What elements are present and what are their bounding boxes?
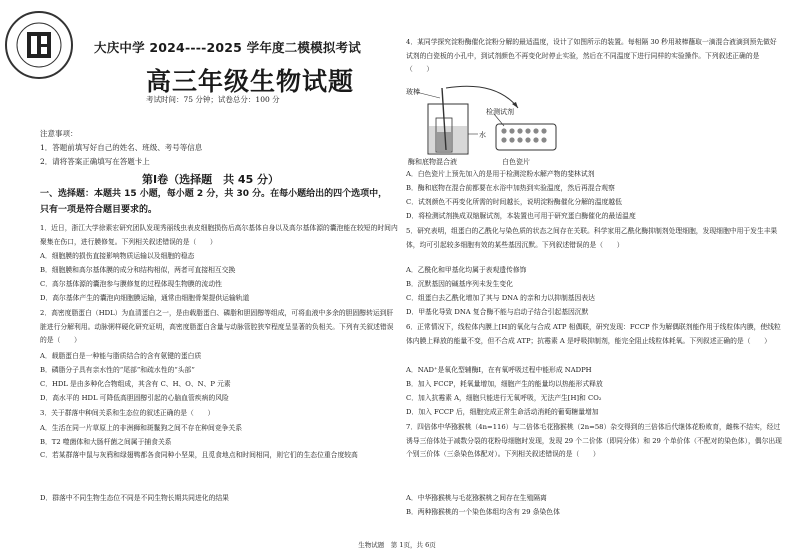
option: D．高水平的 HDL 可降低高胆固醇引起的心脑血管疾病的风险: [40, 394, 229, 402]
fig-label-mixture: 酶和底物混合液: [408, 158, 457, 166]
option: A．乙酰化和甲基化均属于表观遗传修饰: [406, 266, 527, 274]
note-item: 1．答题前填写好自己的姓名、班级、考号等信息: [40, 143, 203, 152]
experiment-diagram: [406, 84, 576, 168]
option: A．载脂蛋白是一种能与脂质结合的含有氨键的蛋白质: [40, 352, 202, 360]
option: D．将检测试剂换成双缩脲试剂，本装置也可用于研究蛋白酶催化的最适温度: [406, 212, 636, 220]
fig-label-rod: 玻棒: [406, 88, 420, 96]
option: D．高尔基体产生的囊泡向细胞膜运输，通常由细胞骨架提供运输轨道: [40, 294, 250, 302]
option: A．生活在同一片草原上的非洲狮和斑鬣狗之间不存在种间竞争关系: [40, 424, 243, 432]
option: C．HDL 是由多种化合物组成，其含有 C、H、O、N、P 元素: [40, 380, 231, 388]
notes-heading: 注意事项：: [40, 129, 78, 138]
option: C．若某群落中鼠与灰鸦和绿翅鸭都各食同种小坚果，且觅食地点和时间相同，则它们的生态位重合度较高: [40, 451, 358, 459]
fig-label-water: 水: [479, 131, 486, 139]
option: B．T2 噬菌体和大肠杆菌之间属于捕食关系: [40, 438, 172, 446]
option: B．细胞膜和高尔基体膜的成分和结构相似，两者可直接相互交换: [40, 266, 236, 274]
note-item: 2．请将答案正确填写在答题卡上: [40, 157, 150, 166]
option: A．NAD⁺是氧化型辅酶Ⅰ，在有氧呼吸过程中能形成 NADPH: [406, 366, 592, 374]
question-stem-4: 4．某同学探究淀粉酶催化淀粉分解的最适温度，设计了如图所示的装置。每相隔 30 秒用玻棒蘸取一滴混合液滴到预先做好试剂的白瓷板的小孔中，到试剂颜色不再变化时停止实验，然后在不同温度下进行同样的实验操作。下列叙述正确的是（ ）: [406, 38, 777, 74]
option: C．试剂颜色不再变化所需的时间越长，说明淀粉酶催化分解的温度越低: [406, 198, 622, 206]
option: D．加入 FCCP 后，细胞完成正常生命活动消耗的葡萄糖量增加: [406, 408, 599, 416]
section-instruction: 一、选择题：本题共 15 小题，每小题 2 分，共 30 分。在每小题给出的四个选项中，: [40, 189, 388, 199]
question-stem-3: 3．关于群落中种间关系和生态位的叙述正确的是（ ）: [40, 409, 215, 417]
option: C．加入抗霉素 A，细胞只能进行无氧呼吸，无法产生[H]和 CO₂: [406, 394, 602, 402]
option: B．加入 FCCP，耗氧量增加，细胞产生的能量均以热能形式释放: [406, 380, 603, 388]
option: C．高尔基体源的囊泡参与膜修复的过程体现生物膜的流动性: [40, 280, 222, 288]
exam-meta: 考试时间：75 分钟；试卷总分：100 分: [146, 95, 280, 104]
fig-label-plate: 白色瓷片: [502, 158, 530, 166]
question-stem-5: 5．研究表明，组蛋白的乙酰化与染色质的状态之间存在关联。科学家用乙酰化酶抑制剂处理细胞，发现细胞中用于发生丰果体，均可引起较多细胞有效的某些基因沉默。下列叙述错误的是（ ）: [406, 227, 778, 249]
question-stem-1: 1．近日，浙江大学徐素宏研究团队发现秀丽线虫表皮细胞损伤后高尔基体自身以及高尔基体源的囊泡能在较短的时间内聚集在伤口，进行膜修复。下列相关叙述错误的是（ ）: [40, 224, 398, 246]
fig-label-reagent: 检测试剂: [486, 108, 514, 116]
question-stem-2: 2．高密度脂蛋白（HDL）为血清蛋白之一，是由载脂蛋白、磷脂和胆固醇等组成，可将血液中多余的胆固醇转运到肝脏进行分解利用。动脉粥样硬化研究证明，高密度脂蛋白含量与动脉管腔狭窄程度呈显著的负相关。下列有关叙述错误的是（ ）: [40, 309, 394, 345]
option: B．两种猕猴桃的一个染色体组均含有 29 条染色体: [406, 508, 560, 516]
question-stem-6: 6．正常情况下，线粒体内膜上[H]的氧化与合成 ATP 相偶联，研究发现：FCCP 作为解偶联剂能作用于线粒体内膜，使线粒体内膜上释放的能量不变，但不合成 ATP；抗霉素 A 是呼吸抑制剂，能完全阻止线粒体耗氧。下列叙述正确的是（ ）: [406, 323, 781, 345]
option: D．群落中不同生物生态位不同是不同生物长期共同进化的结果: [40, 494, 229, 502]
page-title: 高三年级生物试题: [146, 67, 355, 96]
option: B．磷脂分子具有亲水性的“尾部”和疏水性的“头部”: [40, 366, 195, 374]
part-title: 第Ⅰ卷（选择题 共 45 分）: [142, 173, 280, 186]
school-exam-title: 大庆中学 2024----2025 学年度二模模拟考试: [94, 40, 361, 55]
option: A．中华猕猴桃与毛花猕猴桃之间存在生殖隔离: [406, 494, 547, 502]
option: A．细胞膜的损伤直接影响物质运输以及细胞的稳态: [40, 252, 195, 260]
section-instruction: 只有一项是符合题目要求的。: [40, 205, 158, 215]
option: B．酶和底物在混合前都要在水浴中加热到实验温度，然后再混合观察: [406, 184, 615, 192]
page-footer: 生物试题 第 1页，共 6页: [358, 541, 436, 549]
option: B．沉默基因的碱基序列未发生变化: [406, 280, 513, 288]
option: D．甲基化导致 DNA 复合酶不能与启动子结合引起基因沉默: [406, 308, 589, 316]
question-stem-7: 7．四倍体中华猕猴桃（4n=116）与二倍体毛花猕猴桃（2n=58）杂交得到的三倍体后代继体花粉败育，雌株不结实，经过诱导三倍体处于减数分裂的花粉母细胞时发现，发现 29 个二价体（即同分体）和 29 个单价体（不配对的染色体），偶尔出现个别三价体（三条染色体配对）。下列相关叙述错误的是（ ）: [406, 423, 782, 459]
school-seal-icon: [4, 10, 74, 80]
option: C．组蛋白去乙酰化增加了其与 DNA 的亲和力以抑制基因表达: [406, 294, 595, 302]
option: A．白色瓷片上预先加入的是用于检测淀粉水解产物的斐林试剂: [406, 170, 595, 178]
